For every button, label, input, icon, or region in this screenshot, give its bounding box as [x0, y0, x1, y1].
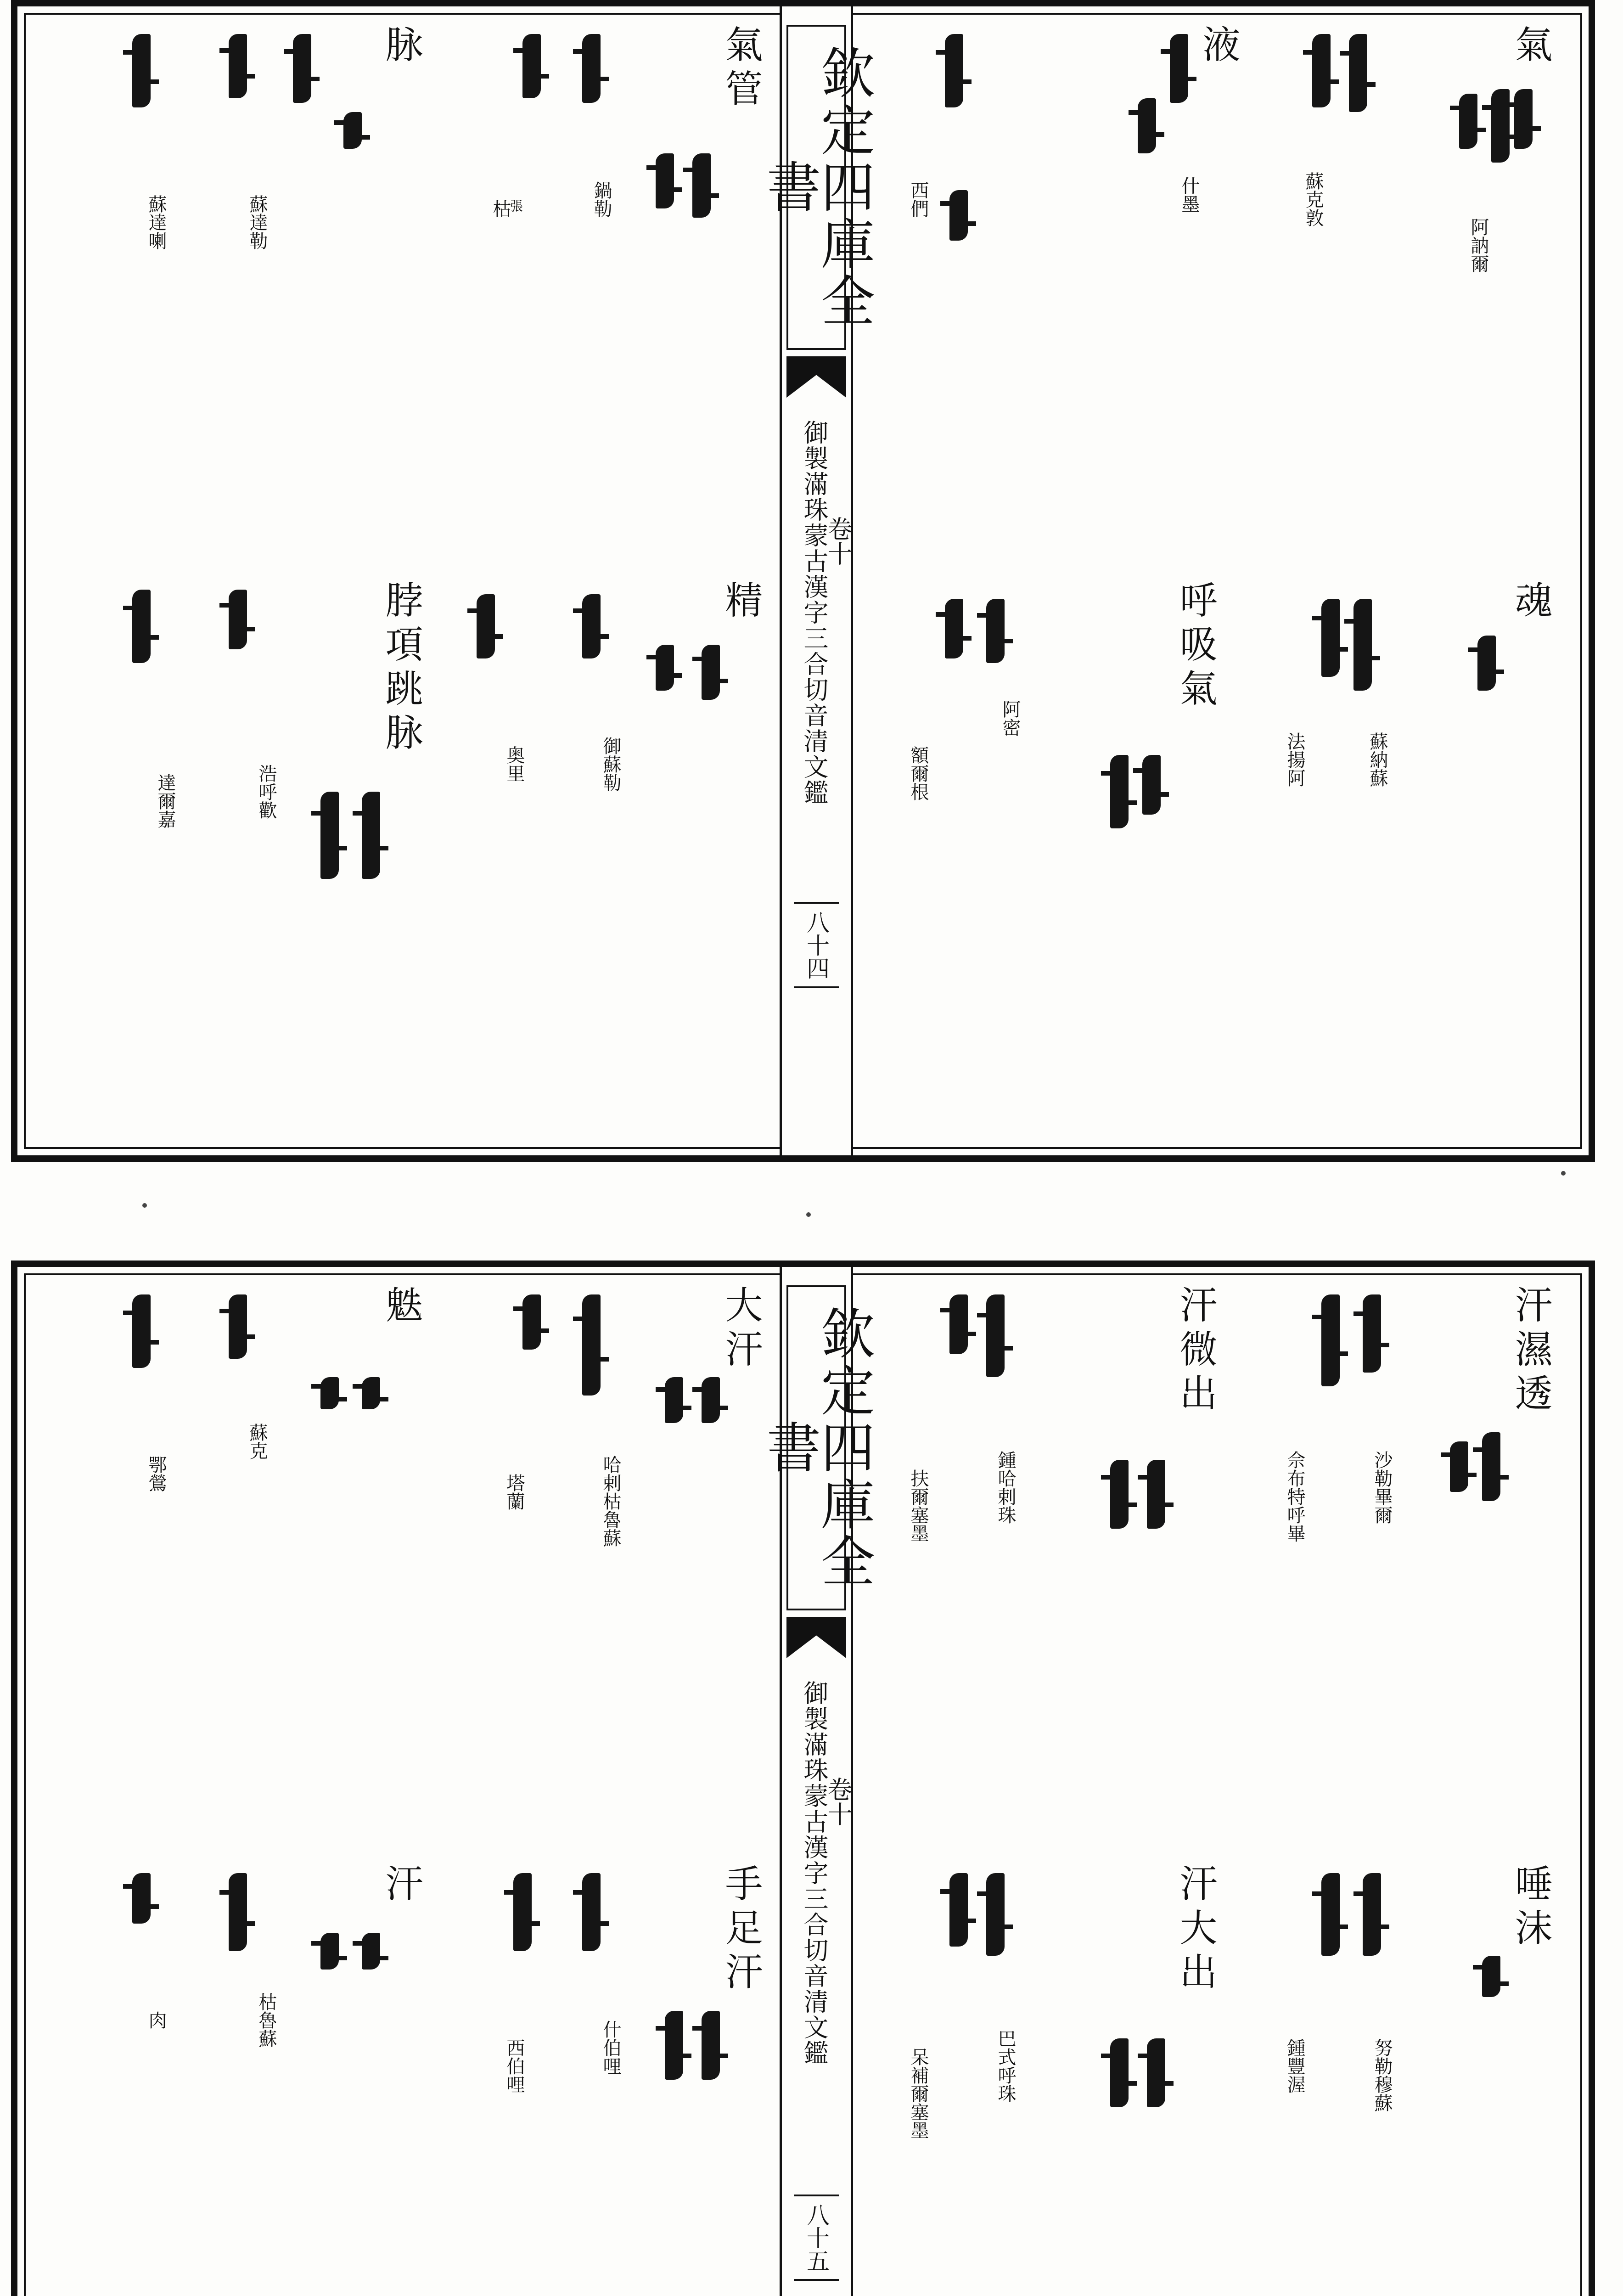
entry-headword: 手足汗 — [719, 1864, 763, 1996]
entry-column — [1422, 25, 1560, 539]
entry-column — [1422, 1285, 1560, 1800]
mongolian-script-glyph — [1321, 1294, 1340, 1386]
entry-reading: 佘布特呼畢 — [1284, 1451, 1305, 1542]
manchu-script-glyph — [1349, 34, 1367, 112]
entry-reading: 浩呼歡 — [256, 764, 277, 819]
entry-headword: 汗大出 — [1174, 1864, 1217, 1996]
manchu-script-glyph — [362, 1933, 380, 1970]
entry-column — [1110, 25, 1248, 539]
entry-reading: 哈剌枯魯蘇 — [600, 1455, 621, 1547]
entry-column — [54, 580, 277, 1095]
manchu-script-glyph — [945, 34, 963, 107]
entry-column — [881, 1285, 1018, 1800]
entry-column — [477, 1285, 621, 1800]
entry-column — [293, 580, 431, 1095]
entry-reading: 蘇克 — [247, 1423, 268, 1460]
lower-spine-column — [758, 1267, 875, 2296]
manchu-script-glyph — [1142, 755, 1161, 815]
entry-column — [1087, 1285, 1225, 1800]
manchu-script-glyph — [702, 645, 720, 700]
manchu-script-glyph — [1353, 599, 1372, 691]
manchu-script-glyph — [692, 153, 711, 218]
manchu-script-glyph — [229, 1294, 247, 1359]
manchu-script-glyph — [1477, 636, 1496, 691]
entry-column — [1422, 1864, 1560, 2296]
mongolian-script-glyph — [1110, 2038, 1129, 2107]
mongolian-script-glyph — [522, 34, 541, 98]
entry-column — [54, 25, 268, 539]
entry-reading: 阿訥爾 — [1468, 218, 1489, 273]
mongolian-script-glyph — [132, 1873, 151, 1924]
entry-headword: 汗 — [379, 1864, 423, 1908]
lower-spine-title: 欽定四庫全書 — [786, 1285, 846, 1610]
mongolian-script-glyph — [132, 1294, 151, 1368]
entry-headword: 魂 — [1509, 580, 1552, 625]
mongolian-script-glyph — [949, 1294, 968, 1354]
entry-reading: 枯 — [490, 199, 511, 218]
mongolian-script-glyph — [949, 190, 968, 241]
entry-reading: 鍾哈剌珠 — [995, 1451, 1016, 1524]
entry-reading-note: 張 — [508, 199, 523, 212]
entry-headword: 氣管 — [719, 25, 763, 113]
manchu-script-glyph — [229, 1873, 247, 1951]
manchu-script-glyph — [1491, 89, 1510, 163]
manchu-script-glyph — [1514, 89, 1533, 149]
entry-column — [293, 1285, 431, 1800]
entry-column — [1257, 580, 1395, 1095]
entry-headword: 汗濕透 — [1509, 1285, 1552, 1418]
entry-reading: 蘇納蘇 — [1367, 732, 1388, 787]
manchu-script-glyph — [293, 34, 311, 103]
mongolian-script-glyph — [1312, 34, 1331, 107]
entry-column — [1087, 580, 1225, 1095]
entry-reading: 枯魯蘇 — [256, 1992, 277, 2048]
entry-reading: 鍾豐渥 — [1284, 2038, 1305, 2093]
entry-column — [633, 1285, 770, 1800]
entry-reading: 努勒穆蘇 — [1371, 2038, 1393, 2112]
manchu-script-glyph — [582, 1294, 601, 1396]
entry-headword: 脉 — [379, 25, 423, 69]
entry-reading: 阿密 — [1000, 700, 1021, 737]
entry-headword: 氣 — [1509, 25, 1552, 69]
manchu-script-glyph — [1170, 34, 1188, 103]
manchu-script-glyph — [1482, 1432, 1500, 1501]
mongolian-script-glyph — [1450, 1441, 1468, 1492]
entry-reading: 法揚阿 — [1284, 732, 1305, 787]
entry-reading: 西們 — [908, 181, 929, 218]
entry-reading: 什墨 — [1179, 176, 1200, 213]
manchu-script-glyph — [986, 1873, 1005, 1956]
mongolian-script-glyph — [132, 34, 151, 107]
entry-headword: 精 — [719, 580, 763, 625]
manchu-script-glyph — [702, 1377, 720, 1423]
entry-column — [54, 1864, 277, 2296]
mongolian-script-glyph — [949, 1873, 968, 1947]
mongolian-script-glyph — [132, 590, 151, 663]
upper-page — [11, 0, 1595, 1162]
entry-column — [633, 580, 770, 1095]
entry-column — [881, 580, 1021, 1095]
entry-column — [1087, 1864, 1225, 2296]
mongolian-script-glyph — [513, 1873, 532, 1951]
manchu-script-glyph — [582, 1873, 601, 1951]
upper-fish-tail-mark — [786, 356, 846, 398]
mongolian-script-glyph — [1321, 599, 1340, 677]
entry-reading: 蘇達勒 — [247, 195, 268, 250]
entry-reading: 額爾根 — [908, 746, 929, 801]
mongolian-script-glyph — [656, 153, 674, 208]
entry-reading: 塔蘭 — [504, 1474, 525, 1510]
mongolian-script-glyph — [1110, 755, 1129, 828]
lower-fish-tail-mark — [786, 1617, 846, 1658]
lower-page — [11, 1261, 1595, 2296]
entry-column — [881, 1864, 1018, 2296]
lower-spine-volume: 卷十 — [824, 1777, 853, 1826]
entry-column — [477, 580, 621, 1095]
entry-column — [1257, 1864, 1395, 2296]
entry-reading: 沙勒畢爾 — [1371, 1451, 1393, 1524]
mongolian-script-glyph — [665, 1377, 683, 1423]
entry-column — [633, 1864, 770, 2296]
manchu-script-glyph — [1147, 1460, 1165, 1529]
entry-column — [1257, 25, 1395, 539]
entry-reading: 御蘇勒 — [600, 737, 621, 792]
entry-reading: 鍋勒 — [591, 181, 612, 218]
upper-spine-column — [758, 6, 875, 1155]
upper-spine-title: 欽定四庫全書 — [786, 25, 846, 350]
entry-column — [54, 1285, 268, 1800]
entry-headword: 液 — [1196, 25, 1240, 69]
mongolian-script-glyph — [665, 2011, 683, 2080]
manchu-script-glyph — [362, 1377, 380, 1409]
manchu-script-glyph — [582, 594, 601, 658]
entry-reading: 巴式呼珠 — [995, 2029, 1016, 2103]
mongolian-script-glyph — [343, 112, 362, 149]
lower-spine-book-title: 御製滿珠蒙古漢字三合切音清文鑑 — [800, 1680, 829, 2066]
mongolian-script-glyph — [1459, 94, 1477, 149]
entry-reading: 什伯哩 — [600, 2020, 621, 2075]
entry-reading: 奥里 — [504, 746, 525, 782]
manchu-script-glyph — [362, 792, 380, 879]
manchu-script-glyph — [582, 34, 601, 103]
entry-reading: 達爾嘉 — [155, 773, 176, 828]
entry-reading: 鄂鶯 — [146, 1455, 167, 1492]
lower-spine-page-label: 八十五 — [794, 2195, 839, 2281]
mongolian-script-glyph — [1138, 98, 1156, 153]
mongolian-script-glyph — [945, 599, 963, 658]
manchu-script-glyph — [1363, 1873, 1381, 1956]
manchu-script-glyph — [986, 599, 1005, 663]
mongolian-script-glyph — [656, 645, 674, 691]
entry-column — [477, 25, 614, 539]
entry-reading: 蘇克敦 — [1303, 172, 1324, 227]
manchu-script-glyph — [229, 34, 247, 98]
entry-column — [1422, 580, 1560, 1095]
entry-column — [477, 1864, 621, 2296]
ink-speck — [142, 1203, 147, 1208]
entry-column — [881, 25, 1018, 539]
upper-spine-book-title: 御製滿珠蒙古漢字三合切音清文鑑 — [800, 420, 829, 805]
mongolian-script-glyph — [522, 1294, 541, 1350]
entry-reading: 西伯哩 — [504, 2038, 525, 2093]
mongolian-script-glyph — [320, 792, 339, 879]
entry-column — [633, 25, 770, 539]
entry-headword: 䰡 — [379, 1285, 423, 1329]
entry-headword: 呼吸氣 — [1174, 580, 1217, 713]
manchu-script-glyph — [1363, 1294, 1381, 1373]
mongolian-script-glyph — [320, 1377, 339, 1409]
entry-headword: 汗微出 — [1174, 1285, 1217, 1418]
mongolian-script-glyph — [1321, 1873, 1340, 1956]
manchu-script-glyph — [702, 2011, 720, 2080]
upper-spine-page-label: 八十四 — [794, 902, 839, 988]
entry-headword: 唾沫 — [1509, 1864, 1552, 1952]
entry-headword: 脖項跳脉 — [379, 580, 423, 757]
entry-reading: 肉 — [146, 2011, 167, 2029]
entry-reading: 扶爾塞墨 — [908, 1469, 929, 1542]
entry-column — [293, 1864, 431, 2296]
entry-headword: 大汗 — [719, 1285, 763, 1373]
mongolian-script-glyph — [320, 1933, 339, 1970]
manchu-script-glyph — [229, 590, 247, 649]
upper-spine-volume: 卷十 — [824, 516, 853, 566]
mongolian-script-glyph — [1110, 1460, 1129, 1529]
entry-reading: 呆補爾塞墨 — [908, 2048, 929, 2139]
entry-column — [1257, 1285, 1395, 1800]
manchu-script-glyph — [1147, 2038, 1165, 2107]
entry-column — [293, 25, 431, 539]
entry-reading: 蘇達喇 — [146, 195, 167, 250]
manchu-script-glyph — [1482, 1956, 1500, 1997]
ink-speck — [806, 1212, 811, 1217]
ink-speck — [1561, 1171, 1566, 1176]
manchu-script-glyph — [986, 1294, 1005, 1377]
mongolian-script-glyph — [477, 594, 495, 658]
